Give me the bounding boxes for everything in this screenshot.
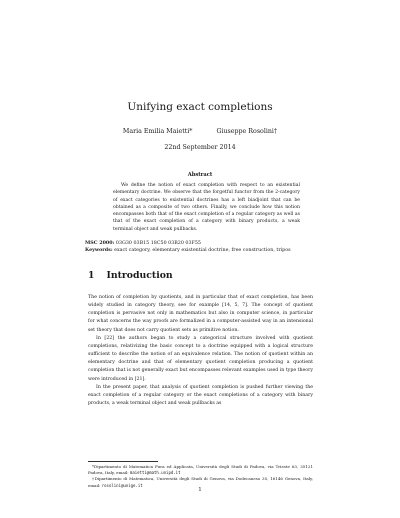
author-maietti: Maria Emilia Maietti* [122, 128, 193, 135]
author-list [0, 128, 400, 135]
keywords-value: exact category, elementary existential doctrine, free construction, tripos [114, 248, 291, 254]
footnotes [88, 464, 313, 489]
classification-block [85, 240, 315, 254]
paper-title: Unifying exact completions [127, 101, 273, 113]
page-number: 1 [198, 487, 202, 493]
footnote-text: †Dipartimento di Matematica, Università degli Studi di Genova, via Dodecaneso 35, 16146 Genova, Italy, email: [88, 476, 313, 488]
paragraph: In [22] the authors began to study a categorical structure involved with quotient completions, relativizing the basic concept to a doctrine equipped with a logical structure sufficient to describe the notion of an equivalence relation. The notion of quotient within an elementary doctrine and that of elementary quotient completion producing a quotient completion that is not generally exact but encompasses relevant examples used in type theory were introduced in [21]. [88, 335, 313, 382]
footnote-email[interactable]: rosolini@unige.it [101, 482, 143, 488]
footnote-rule [88, 461, 158, 462]
section-title: Introduction [106, 270, 173, 281]
author-rosolini: Giuseppe Rosolini† [216, 128, 278, 135]
keywords-line [85, 247, 315, 254]
footnote [88, 464, 313, 476]
body-text [88, 294, 313, 408]
abstract-heading: Abstract [187, 172, 213, 178]
paper-date: 22nd September 2014 [164, 144, 236, 151]
section-heading [88, 270, 173, 281]
keywords-label: Keywords: [85, 247, 113, 254]
paragraph: The notion of completion by quotients, and in particular that of exact completion, has been widely studied in category theory, see for example [14, 5, 7]. The concept of quotient completion is pervasive not only in mathematics but also in computer science, in particular for what concerns the way proofs are formalized in a computer-assisted way in an intensional set theory that does not carry quotient sets as primitive notion. [88, 295, 313, 333]
abstract-block [113, 182, 300, 233]
msc-value: 03G30 03B15 18C50 03B20 03F55 [115, 241, 201, 246]
msc-line [85, 240, 315, 247]
paragraph: In the present paper, that analysis of quotient completion is pushed further viewing the exact completion of a regular category or the exact completions of a category with binary products, a weak terminal object and weak pullbacks as [88, 384, 313, 407]
footnote-email[interactable]: maietti@math.unipd.it [129, 470, 181, 476]
footnote-text: *Dipartimento di Matematica Pura ed Applicata, Università degli Studi di Padova, via Trieste 63, 35121 Padova, Italy, email: [88, 464, 313, 476]
msc-label: MSC 2000: [85, 240, 115, 246]
section-number: 1 [88, 270, 95, 281]
abstract-text: We define the notion of exact completion with respect to an existential elementary doctrine. We observe that the forgetful functor from the 2-category of exact categories to existential doctrines has a left biadjoint that can be obtained as a composite of two others. Finally, we conclude how this notion encompasses both that of the exact completion of a regular category as well as that of the exact completion of a category with binary products, a weak terminal object and weak pullbacks. [113, 183, 300, 232]
